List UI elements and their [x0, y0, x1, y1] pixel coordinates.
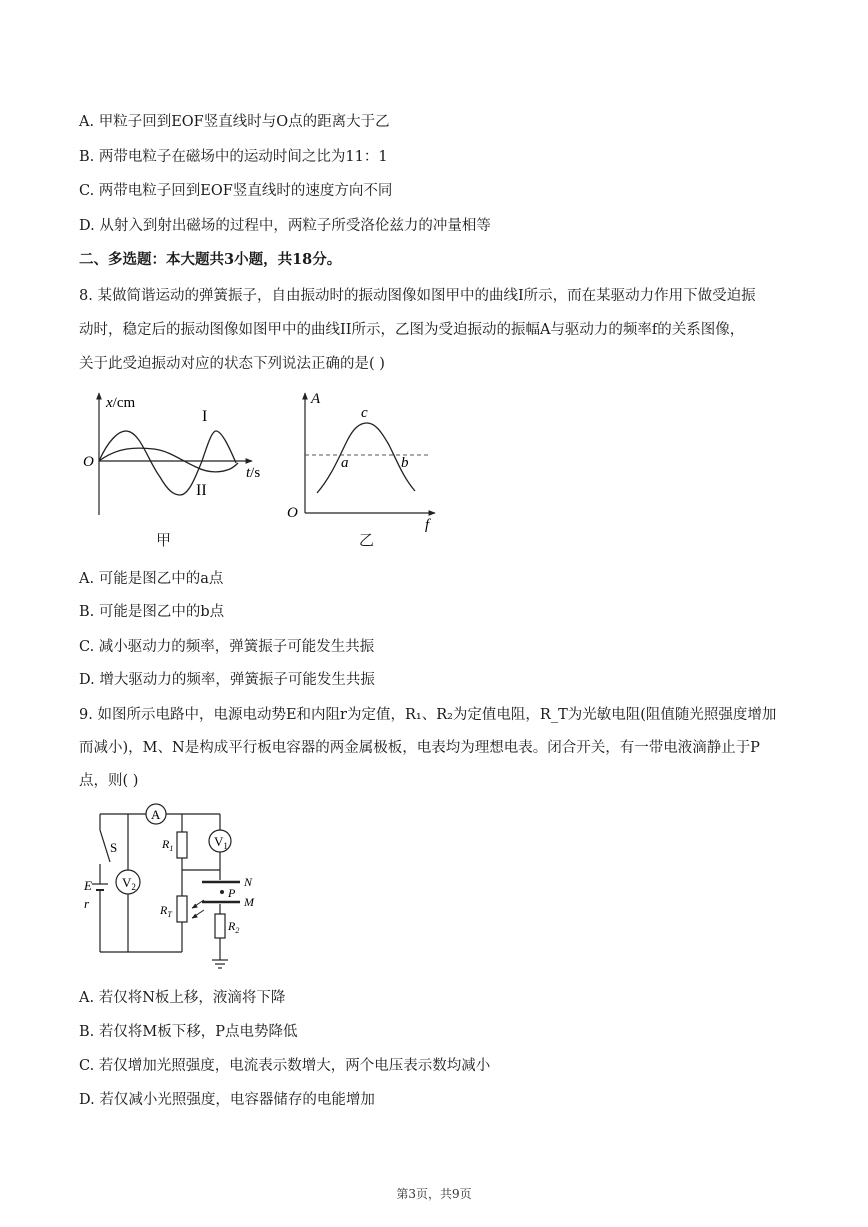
jia-curve-1-label: I — [202, 408, 208, 425]
switch-blade — [100, 830, 110, 862]
q8-option-c: C. 减小驱动力的频率，弹簧振子可能发生共振 — [79, 639, 375, 655]
yi-x-label: f — [425, 517, 430, 533]
svg-text:V2: $V_2$ — [122, 875, 136, 892]
q8-option-a: A. 可能是图乙中的a点 — [79, 571, 224, 587]
svg-text:RT: $R_T$ — [160, 903, 172, 919]
q9-stem-line2: 而减小)，M、N是构成平行板电容器的两金属极板，电表均为理想电表。闭合开关，有一带电液滴静止于P — [79, 740, 760, 756]
svg-text:V1: $V_1$ — [214, 834, 228, 851]
q9-stem-line1: 9. 如图所示电路中，电源电动势E和内阻r为定值，R₁、R₂为定值电阻，R_T为光敏电阻(阻值随光照强度增加 — [79, 707, 777, 723]
jia-curve-1 — [99, 431, 236, 495]
page-footer: 第3页，共9页 — [396, 1187, 472, 1201]
jia-curve-2 — [99, 448, 238, 472]
yi-point-b: b — [401, 455, 409, 471]
resistor-r2-icon — [215, 914, 225, 938]
svg-text:P: P — [228, 886, 236, 900]
jia-y-label: x/cm — [106, 395, 136, 411]
droplet-p-icon — [220, 890, 224, 894]
circuit-diagram — [80, 800, 280, 980]
q9-stem-line3: 点，则( ) — [79, 773, 139, 789]
jia-curve-2-label: II — [196, 482, 207, 499]
svg-text:R2: $R_2$ — [228, 919, 240, 935]
q7-option-b: B. 两带电粒子在磁场中的运动时间之比为11：1 — [79, 149, 388, 165]
svg-text:N: N — [244, 875, 253, 889]
q8-stem-line2: 动时，稳定后的振动图像如图甲中的曲线II所示，乙图为受迫振动的振幅A与驱动力的频率f的关系图像， — [79, 322, 745, 338]
yi-point-a: a — [341, 455, 349, 471]
q7-option-d: D. 从射入到射出磁场的过程中，两粒子所受洛伦兹力的冲量相等 — [79, 218, 491, 234]
q8-stem-line3: 关于此受迫振动对应的状态下列说法正确的是( ) — [79, 356, 385, 372]
yi-origin: O — [287, 505, 298, 521]
figure-yi-caption: 乙 — [359, 531, 375, 549]
photoresistor-rt-icon — [177, 896, 187, 922]
q8-option-b: B. 可能是图乙中的b点 — [79, 604, 225, 620]
resistor-r1-icon — [177, 832, 187, 858]
figure-yi — [283, 385, 443, 535]
jia-origin: O — [83, 454, 94, 470]
svg-text:E: E — [84, 878, 92, 893]
q7-option-c: C. 两带电粒子回到EOF竖直线时的速度方向不同 — [79, 183, 393, 199]
q8-stem-line1: 8. 某做简谐运动的弹簧振子，自由振动时的振动图像如图甲中的曲线I所示，而在某驱动力作用下做受迫振 — [79, 288, 756, 304]
q7-option-a: A. 甲粒子回到EOF竖直线时与O点的距离大于乙 — [79, 114, 390, 130]
svg-text:M: M — [244, 895, 254, 909]
q9-option-b: B. 若仅将M板下移，P点电势降低 — [79, 1024, 298, 1040]
q9-option-a: A. 若仅将N板上移，液滴将下降 — [79, 990, 286, 1006]
q9-option-d: D. 若仅减小光照强度，电容器储存的电能增加 — [79, 1092, 375, 1108]
q9-option-c: C. 若仅增加光照强度，电流表示数增大，两个电压表示数均减小 — [79, 1058, 491, 1074]
figure-jia-caption: 甲 — [156, 531, 172, 549]
svg-text:r: r — [84, 896, 90, 911]
jia-x-label: t/s — [246, 465, 261, 481]
yi-y-label: A — [311, 391, 321, 407]
q8-option-d: D. 增大驱动力的频率，弹簧振子可能发生共振 — [79, 672, 375, 688]
section-heading: 二、多选题：本大题共3小题，共18分。 — [79, 251, 342, 268]
svg-text:S: S — [110, 840, 118, 855]
svg-text:A: A — [151, 807, 161, 822]
yi-point-c: c — [361, 405, 368, 421]
svg-text:R1: $R_1$ — [162, 837, 174, 853]
figure-jia — [70, 385, 280, 550]
